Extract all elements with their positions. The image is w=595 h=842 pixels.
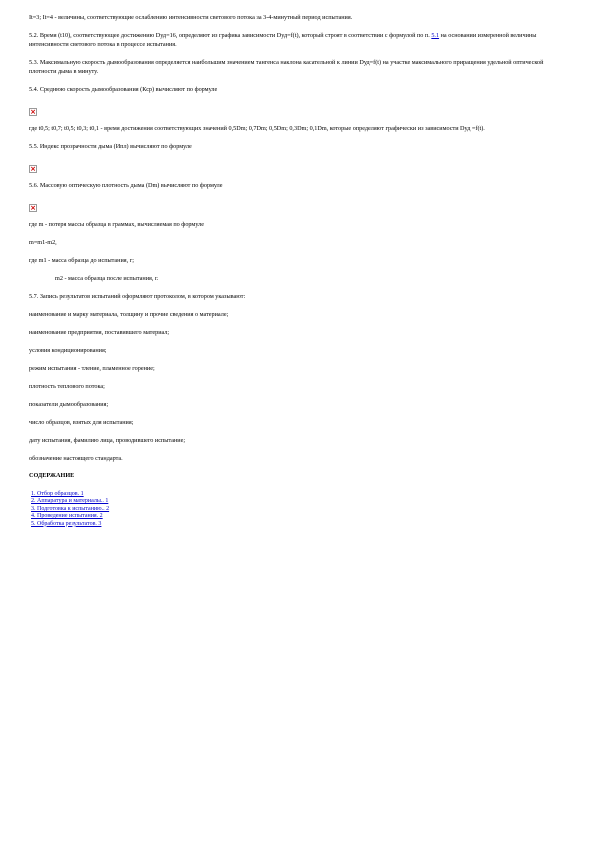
formula-image: [29, 160, 569, 172]
text-paragraph: 5.4. Среднюю скорость дымообразования (Кср) вычисляют по формуле: [29, 86, 218, 93]
paragraph-text: 5.2. Время (t10), соответствующее достижению Dуд=16, определяют из графика зависимости Dуд=f(t), который строят в соответствии с формулой по п.: [29, 32, 432, 39]
paragraph-text: на основании измеренной величины интенсивности светового потока в процессе испытания.: [29, 32, 537, 48]
text-paragraph: показатели дымообразования;: [29, 401, 109, 408]
text-paragraph: 5.3. Максимальную скорость дымообразования определяется наибольшим значением тангенса наклона касательной к линии Dуд=f(t) на участке максимального приращения удельной оптической плотности дыма в минуту.: [29, 59, 544, 75]
text-paragraph: 5.5. Индекс прозрачности дыма (Ипл) вычисляют по формуле: [29, 143, 192, 150]
broken-image-icon: ×: [30, 108, 36, 116]
broken-image-icon: ×: [30, 165, 36, 173]
text-paragraph: наименование и марку материала, толщину и прочие сведения о материале;: [29, 311, 229, 318]
text-paragraph: где m - потеря массы образца в граммах, вычисляемая по формуле: [29, 221, 204, 228]
toc-title: СОДЕРЖАНИЕ: [29, 472, 75, 479]
text-paragraph: m2 - масса образца после испытания, г.: [55, 275, 159, 282]
toc-link-5[interactable]: 5. Обработка результатов. 3: [31, 520, 102, 527]
text-paragraph: число образцов, взятых для испытания;: [29, 419, 134, 426]
text-paragraph: обозначение настоящего стандарта.: [29, 455, 123, 462]
broken-image-icon: ×: [30, 204, 36, 212]
text-paragraph: наименование предприятия, поставившего материал;: [29, 329, 170, 336]
table-of-contents: [29, 491, 569, 528]
formula-image: [29, 199, 569, 211]
text-paragraph: 5.6. Массовую оптическую плотность дыма (Dm) вычисляют по формуле: [29, 182, 223, 189]
text-paragraph: режим испытания - тление, пламенное горение;: [29, 365, 155, 372]
toc-link-1[interactable]: 1. Отбор образцов. 1: [31, 491, 84, 497]
toc-link-3[interactable]: 3. Подготовка к испытанию.. 2: [31, 505, 110, 512]
text-paragraph: m=m1-m2,: [29, 239, 57, 246]
section-link[interactable]: 5.1: [431, 32, 440, 39]
text-paragraph: где m1 - масса образца до испытания, г;: [29, 257, 135, 264]
text-paragraph: плотность теплового потока;: [29, 383, 105, 390]
toc-link-2[interactable]: 2. Аппаратура и материалы.. 1: [31, 498, 109, 505]
text-paragraph: дату испытания, фамилию лица, проводившего испытание;: [29, 437, 186, 444]
text-paragraph: где t0,5; t0,7; t0,5; t0,3; t0,1 - время достижения соответствующих значений 0,5Dm; 0,7Dm; 0,5Dm; 0,3Dm; 0,1Dm, которые определяют графически из зависимости Dуд =f(t).: [29, 125, 485, 132]
text-paragraph: 5.7. Запись результатов испытаний оформляют протоколом, в котором указывают:: [29, 293, 246, 300]
formula-image: [29, 103, 569, 115]
text-paragraph: условия кондиционирования;: [29, 347, 107, 354]
document-page: [29, 13, 569, 528]
text-paragraph: It=3; It=4 - величины, соответствующие ослаблению интенсивности светового потока за 3-4-минутный период испытания.: [29, 14, 353, 21]
text-paragraph: [29, 31, 569, 49]
toc-link-4[interactable]: 4. Проведение испытания. 2: [31, 513, 103, 520]
